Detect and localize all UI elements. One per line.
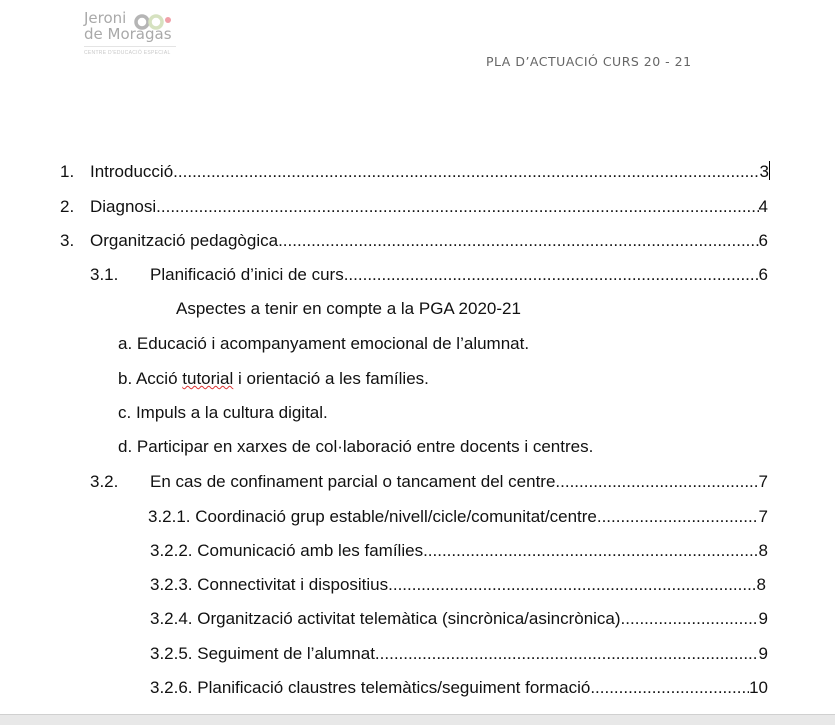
toc-num: 2.	[60, 197, 75, 216]
toc-leader	[388, 574, 756, 596]
toc-leader	[375, 643, 759, 665]
spellcheck-word[interactable]: tutorial	[182, 369, 234, 388]
toc-leader	[597, 506, 759, 528]
toc-label: 3.2.4. Organització activitat telemàtica (sincrònica/asincrònica)	[150, 609, 621, 628]
logo-subtitle: CENTRE D'EDUCACIÓ ESPECIAL	[84, 46, 176, 56]
pga-item-a: a. Educació i acompanyament emocional de l’alumnat.	[118, 334, 530, 353]
toc-page: 3	[759, 162, 769, 181]
toc-label: Organització pedagògica	[90, 231, 279, 250]
toc-entry[interactable]	[148, 506, 768, 528]
toc-entry[interactable]	[90, 264, 768, 286]
toc-label: Planificació d’inici de curs	[150, 265, 344, 284]
toc-page: 7	[758, 472, 768, 491]
toc-leader	[344, 264, 759, 286]
toc-leader	[423, 540, 758, 562]
toc-page: 9	[758, 644, 768, 663]
toc-page: 9	[758, 609, 768, 628]
pga-item-b-rest: i orientació a les famílies.	[233, 369, 429, 388]
toc-num: 3.2.	[90, 472, 119, 491]
toc-leader	[621, 608, 759, 630]
toc-label: Introducció	[90, 162, 174, 181]
toc-entry[interactable]	[90, 471, 768, 493]
toc-num: 1.	[60, 162, 75, 181]
toc-leader	[555, 471, 758, 493]
toc-page: 6	[758, 231, 768, 250]
toc-page: 8	[758, 541, 768, 560]
toc-label: 3.2.5. Seguiment de l’alumnat	[150, 644, 375, 663]
toc-page: 8	[756, 575, 766, 594]
toc-label: Diagnosi	[90, 197, 157, 216]
pga-item-c: c. Impuls a la cultura digital.	[118, 403, 328, 422]
toc-label: 3.2.6. Planificació claustres telemàtics/seguiment formació	[150, 678, 591, 697]
toc-leader	[173, 161, 759, 183]
toc-entry[interactable]	[60, 161, 770, 183]
toc-page: 10	[749, 678, 768, 697]
pga-item-d: d. Participar en xarxes de col·laboració entre docents i centres.	[118, 437, 594, 456]
logo-rings-icon	[134, 13, 184, 33]
logo-line1: Jeroni	[84, 9, 127, 27]
toc-entry[interactable]	[150, 574, 766, 596]
toc-num: 3.	[60, 231, 75, 250]
toc-label: 3.2.2. Comunicació amb les famílies	[150, 541, 424, 560]
toc-entry[interactable]	[60, 230, 768, 252]
pga-item-b-text: b. Acció	[118, 369, 183, 388]
text-cursor	[769, 161, 770, 180]
toc-entry[interactable]	[150, 540, 768, 562]
toc-page: 6	[758, 265, 768, 284]
toc-entry[interactable]	[150, 677, 768, 699]
toc-page: 7	[758, 507, 768, 526]
toc-leader	[590, 677, 749, 699]
toc-entry[interactable]	[150, 643, 768, 665]
toc-label: En cas de confinament parcial o tancament del centre	[150, 472, 556, 491]
toc-leader	[278, 230, 758, 252]
toc-label: 3.2.3. Connectivitat i dispositius	[150, 575, 389, 594]
pga-heading: Aspectes a tenir en compte a la PGA 2020-21	[176, 299, 521, 318]
document-header: PLA D’ACTUACIÓ CURS 20 - 21	[486, 54, 692, 69]
logo-line2: de Moragas	[84, 25, 172, 43]
toc-label: 3.2.1. Coordinació grup estable/nivell/cicle/comunitat/centre	[148, 507, 597, 526]
toc-leader	[156, 196, 758, 218]
toc-entry[interactable]	[150, 608, 768, 630]
toc-entry[interactable]	[60, 196, 768, 218]
pga-item-b	[118, 368, 429, 390]
school-logo	[84, 10, 184, 56]
page-bottom-edge	[0, 714, 835, 725]
toc-num: 3.1.	[90, 265, 119, 284]
toc-page: 4	[758, 197, 768, 216]
